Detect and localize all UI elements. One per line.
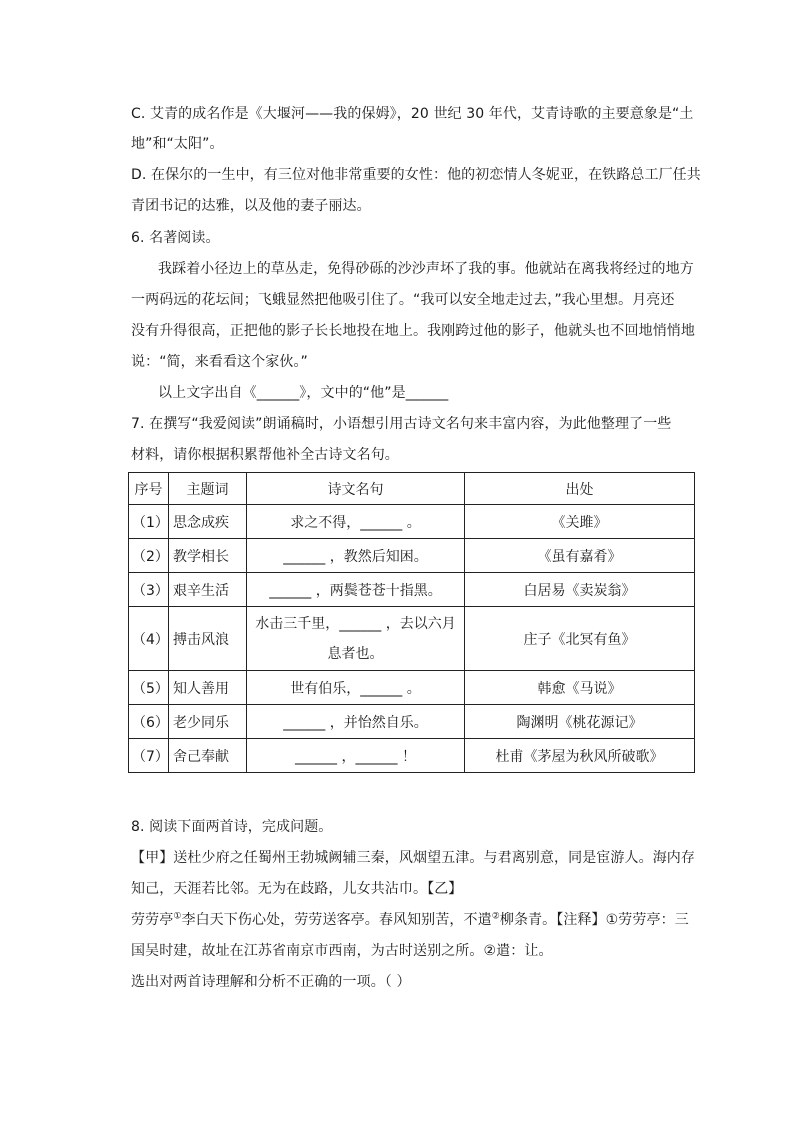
row-no: （4）: [129, 607, 169, 671]
row-no: （1）: [129, 505, 169, 539]
poem-yi-text-cont: 柳条青。【注释】①劳劳亭：三: [499, 912, 689, 928]
option-d-line-1: D. 在保尔的一生中，有三位对他非常重要的女性：他的初恋情人冬妮亚，在铁路总工厂任共: [131, 167, 701, 183]
row-theme: 思念成疾: [169, 505, 247, 539]
question-8-prompt: 选出对两首诗理解和分析不正确的一项。（ ）: [131, 974, 411, 990]
question-7-line-2: 材料，请你根据积累帮他补全古诗文名句。: [131, 447, 399, 463]
row-no: （3）: [129, 573, 169, 607]
row-source: 《虽有嘉肴》: [465, 539, 695, 573]
row-source: 庄子《北冥有鱼》: [465, 607, 695, 671]
table-row: [129, 573, 695, 607]
row-source: 韩愈《马说》: [465, 671, 695, 705]
header-source: 出处: [465, 473, 695, 505]
row-line: 世有伯乐，______ 。: [247, 671, 465, 705]
footnote-marker-1: ①: [173, 911, 182, 922]
passage-line-2: 一两码远的花坛间；飞蛾显然把他吸引住了。“我可以安全地走过去，”我心里想。月亮还: [131, 292, 675, 308]
passage-line-1: 我踩着小径边上的草丛走，免得砂砾的沙沙声坏了我的事。他就站在离我将经过的地方: [158, 261, 694, 277]
passage-line-3: 没有升得很高，正把他的影子长长地投在地上。我刚跨过他的影子，他就头也不回地悄悄地: [131, 323, 695, 339]
passage-line-4: 说：“简，来看看这个家伙。”: [131, 354, 308, 370]
row-theme: 搏击风浪: [169, 607, 247, 671]
poem-yi-line-2: 国吴时建，故址在江苏省南京市西南，为古时送别之所。②遣：让。: [131, 943, 553, 959]
header-theme: 主题词: [169, 473, 247, 505]
row-theme: 教学相长: [169, 539, 247, 573]
poem-jia-line-1: 【甲】送杜少府之任蜀州王勃城阙辅三秦，风烟望五津。与君离别意，同是宦游人。海内存: [131, 850, 695, 866]
question-8-title: 8. 阅读下面两首诗，完成问题。: [131, 819, 333, 835]
footnote-marker-2: ②: [491, 911, 500, 922]
row-theme: 艰辛生活: [169, 573, 247, 607]
table-row: [129, 539, 695, 573]
row-source: 白居易《卖炭翁》: [465, 573, 695, 607]
poem-yi-title: 劳劳亭: [131, 912, 174, 928]
poem-jia-line-2: 知己，天涯若比邻。无为在歧路，儿女共沾巾。【乙】: [131, 881, 463, 897]
row-line: 求之不得，______ 。: [247, 505, 465, 539]
option-d-line-2: 青团书记的达雅，以及他的妻子丽达。: [131, 198, 371, 214]
table-row: [129, 505, 695, 539]
poem-yi-line-1: [131, 910, 693, 930]
row-line: ______ ，并怡然自乐。: [247, 705, 465, 739]
row-theme: 知人善用: [169, 671, 247, 705]
row-source: 杜甫《茅屋为秋风所破歌》: [465, 739, 695, 773]
row-no: （6）: [129, 705, 169, 739]
poem-yi-text: 李白天下伤心处，劳劳送客亭。春风知别苦，不遣: [181, 912, 492, 928]
table-header-row: [129, 473, 695, 505]
row-line: ______ ，______ ！: [247, 739, 465, 773]
table-row: [129, 705, 695, 739]
poem-lines-table: [128, 472, 695, 773]
table-row: [129, 739, 695, 773]
row-source: 《关雎》: [465, 505, 695, 539]
row-theme: 老少同乐: [169, 705, 247, 739]
row-theme: 舍己奉献: [169, 739, 247, 773]
option-c-line-1: C. 艾青的成名作是《大堰河——我的保姆》，20 世纪 30 年代，艾青诗歌的主要意象是“土: [131, 106, 694, 122]
row-no: （7）: [129, 739, 169, 773]
row-line: ______ ，两鬓苍苍十指黑。: [247, 573, 465, 607]
header-no: 序号: [129, 473, 169, 505]
question-7-line-1: 7. 在撰写“我爱阅读”朗诵稿时，小语想引用古诗文名句来丰富内容，为此他整理了一些: [131, 416, 672, 432]
question-6-blank-line: 以上文字出自《______》，文中的“他”是______: [158, 385, 449, 401]
row-line: 水击三千里，______ ，去以六月息者也。: [247, 607, 465, 671]
row-no: （5）: [129, 671, 169, 705]
table-row: [129, 607, 695, 671]
table-row: [129, 671, 695, 705]
row-source: 陶渊明《桃花源记》: [465, 705, 695, 739]
header-line: 诗文名句: [247, 473, 465, 505]
row-no: （2）: [129, 539, 169, 573]
question-6-title: 6. 名著阅读。: [131, 230, 220, 246]
row-line: ______ ，教然后知困。: [247, 539, 465, 573]
option-c-line-2: 地”和“太阳”。: [131, 136, 224, 152]
